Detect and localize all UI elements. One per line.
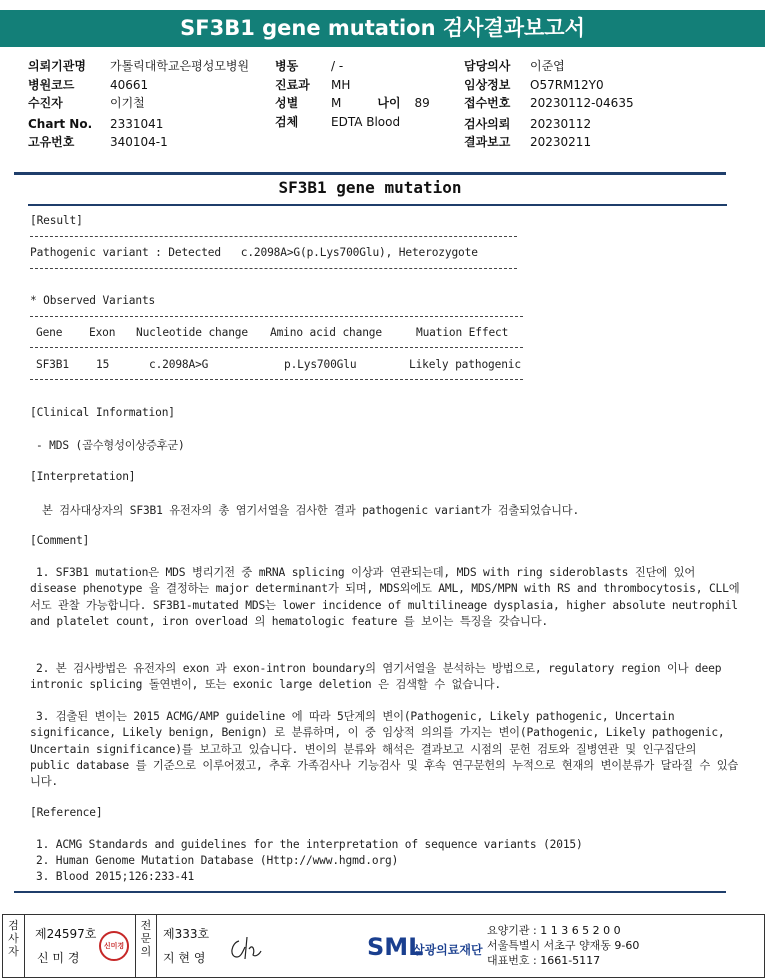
info-row bbox=[28, 115, 249, 134]
table-cell: Likely pathogenic bbox=[409, 358, 521, 371]
info-value: / - bbox=[331, 59, 344, 73]
table-header-nucleotide: Nucleotide change bbox=[136, 326, 248, 339]
info-label: 고유번호 bbox=[28, 135, 75, 150]
info-value: MH bbox=[331, 77, 351, 92]
comment-heading: [Comment] bbox=[30, 534, 90, 547]
divider bbox=[30, 347, 523, 348]
info-value: 20230112 bbox=[530, 116, 592, 131]
table-header-effect: Muation Effect bbox=[416, 326, 509, 339]
info-row bbox=[275, 113, 430, 132]
company-info bbox=[487, 923, 639, 968]
info-row bbox=[28, 94, 249, 113]
divider bbox=[30, 268, 517, 269]
info-row bbox=[275, 94, 430, 113]
info-value: 가톨릭대학교은평성모병원 bbox=[110, 59, 250, 73]
reference-item: 2. Human Genome Mutation Database (Http://www.hgmd.org) bbox=[36, 854, 399, 867]
info-label: 담당의사 bbox=[464, 59, 511, 73]
info-value: 20230211 bbox=[530, 135, 592, 150]
patient-info-col1 bbox=[28, 57, 249, 152]
age-label: 나이 bbox=[377, 96, 401, 111]
divider bbox=[30, 316, 523, 317]
table-header-exon: Exon bbox=[89, 326, 116, 339]
info-value: O57RM12Y0 bbox=[530, 77, 604, 92]
info-value: 2331041 bbox=[110, 116, 164, 131]
clinical-text: - MDS (골수형성이상증후군) bbox=[36, 439, 185, 452]
interpretation-text: 본 검사대상자의 SF3B1 유전자의 총 염기서열을 검사한 결과 pathogenic variant가 검출되었습니다. bbox=[42, 504, 580, 517]
info-label: 병원코드 bbox=[28, 77, 75, 92]
info-value: EDTA Blood bbox=[331, 114, 401, 129]
info-row bbox=[28, 133, 249, 152]
report-title: SF3B1 gene mutation 검사결과보고서 bbox=[0, 10, 765, 47]
reference-heading: [Reference] bbox=[30, 806, 103, 819]
signature-icon bbox=[225, 933, 265, 963]
company-name: 삼광의료재단 bbox=[413, 943, 483, 957]
company-address: 서울특별시 서초구 양재동 9-60 bbox=[487, 939, 640, 952]
info-value: M bbox=[331, 96, 342, 111]
company-code: 요양기관 : 1 1 3 6 5 2 0 0 bbox=[487, 924, 621, 937]
sml-logo: SML bbox=[367, 933, 424, 961]
comment-1: 1. SF3B1 mutation은 MDS 병리기전 중 mRNA splicing 이상과 연관되는데, MDS with ring sideroblasts 진단에 있어 disease phenotype 을 결정하는 major determinant가 되며, MDS외에도 AML, MDS/MPN with RS and thrombocytosis, CLL에서도 관찰 가능합니다. SF3B1-mutated MDS는 lower incidence of multilineage dysplasia, higher absolute neutrophil and platelet count, iron overload 의 hematologic feature 를 보이는 특징을 갖습니다. bbox=[30, 566, 740, 628]
info-label: 접수번호 bbox=[464, 96, 511, 111]
divider bbox=[30, 379, 523, 380]
info-label: 진료과 bbox=[275, 77, 310, 92]
reference-item: 1. ACMG Standards and guidelines for the interpretation of sequence variants (2015) bbox=[36, 838, 583, 851]
examiner-license: 제24597호 bbox=[35, 927, 97, 941]
section-title: SF3B1 gene mutation bbox=[278, 178, 462, 197]
info-row bbox=[28, 76, 249, 95]
approver-license: 제333호 bbox=[163, 927, 210, 941]
company-phone: 대표번호 : 1661-5117 bbox=[487, 954, 601, 967]
info-value: 이기철 bbox=[110, 96, 145, 111]
approver-name: 지 현 영 bbox=[163, 951, 206, 965]
result-line: Pathogenic variant : Detected c.2098A>G(p.Lys700Glu), Heterozygote bbox=[30, 246, 478, 259]
info-label: 검사의뢰 bbox=[464, 116, 511, 131]
divider bbox=[14, 172, 726, 175]
observed-heading: * Observed Variants bbox=[30, 294, 156, 307]
examiner-label: 검사자 bbox=[3, 915, 25, 977]
approver-label: 전문의 bbox=[135, 915, 157, 977]
info-label: 병동 bbox=[275, 59, 299, 73]
info-row bbox=[464, 57, 634, 76]
table-cell: 15 bbox=[96, 358, 110, 371]
info-label: 성별 bbox=[275, 96, 299, 111]
patient-info-col3 bbox=[464, 57, 634, 152]
info-label: Chart No. bbox=[28, 116, 93, 131]
result-heading: [Result] bbox=[30, 214, 83, 227]
info-row bbox=[464, 94, 634, 113]
info-row bbox=[28, 57, 249, 76]
info-row bbox=[464, 115, 634, 134]
info-value: 340104-1 bbox=[110, 135, 168, 150]
info-row bbox=[464, 133, 634, 152]
examiner-stamp: 신미경 bbox=[99, 931, 129, 961]
age-value: 89 bbox=[414, 96, 430, 111]
interpretation-heading: [Interpretation] bbox=[30, 470, 136, 483]
info-label: 임상정보 bbox=[464, 77, 511, 92]
info-row bbox=[464, 76, 634, 95]
info-label: 검체 bbox=[275, 114, 299, 129]
info-label: 수진자 bbox=[28, 96, 63, 111]
table-cell: c.2098A>G bbox=[149, 358, 209, 371]
info-label: 의뢰기관명 bbox=[28, 59, 86, 73]
divider bbox=[28, 204, 727, 206]
info-value: 40661 bbox=[110, 77, 149, 92]
comment-2: 2. 본 검사방법은 유전자의 exon 과 exon-intron boundary의 염기서열을 분석하는 방법으로, regulatory region 이나 deep intronic splicing 돌연변이, 또는 exonic large deletion 은 검색할 수 없습니다. bbox=[30, 662, 722, 692]
divider bbox=[14, 891, 726, 893]
info-row bbox=[275, 57, 430, 76]
examiner-name: 신 미 경 bbox=[37, 951, 80, 965]
signature-footer bbox=[2, 914, 765, 978]
table-cell: SF3B1 bbox=[36, 358, 69, 371]
info-value: 이준엽 bbox=[530, 59, 565, 73]
info-row bbox=[275, 76, 430, 95]
comment-3: 3. 검출된 변이는 2015 ACMG/AMP guideline 에 따라 5단계의 변이(Pathogenic, Likely pathogenic, Uncertain significance, Likely benign, Benign) 로 분류하며, 이 중 임상적 의의를 가지는 변이(Pathogenic, Likely pathogenic, Uncertain significance)를 보고하고 있습니다. 변이의 분류와 해석은 결과보고 시점의 문헌 검토와 질병연관 및 인구집단의 public database 를 기준으로 이루어졌고, 추후 가족검사나 기능검사 및 후속 연구문헌의 누적으로 현재의 변이분류가 달라질 수 있습니다. bbox=[30, 710, 739, 789]
table-header-gene: Gene bbox=[36, 326, 63, 339]
table-header-amino: Amino acid change bbox=[270, 326, 382, 339]
reference-item: 3. Blood 2015;126:233-41 bbox=[36, 870, 195, 883]
table-cell: p.Lys700Glu bbox=[284, 358, 357, 371]
clinical-heading: [Clinical Information] bbox=[30, 406, 175, 419]
patient-info-col2 bbox=[275, 57, 430, 131]
info-value: 20230112-04635 bbox=[530, 96, 634, 111]
info-label: 결과보고 bbox=[464, 135, 511, 150]
divider bbox=[30, 236, 517, 237]
